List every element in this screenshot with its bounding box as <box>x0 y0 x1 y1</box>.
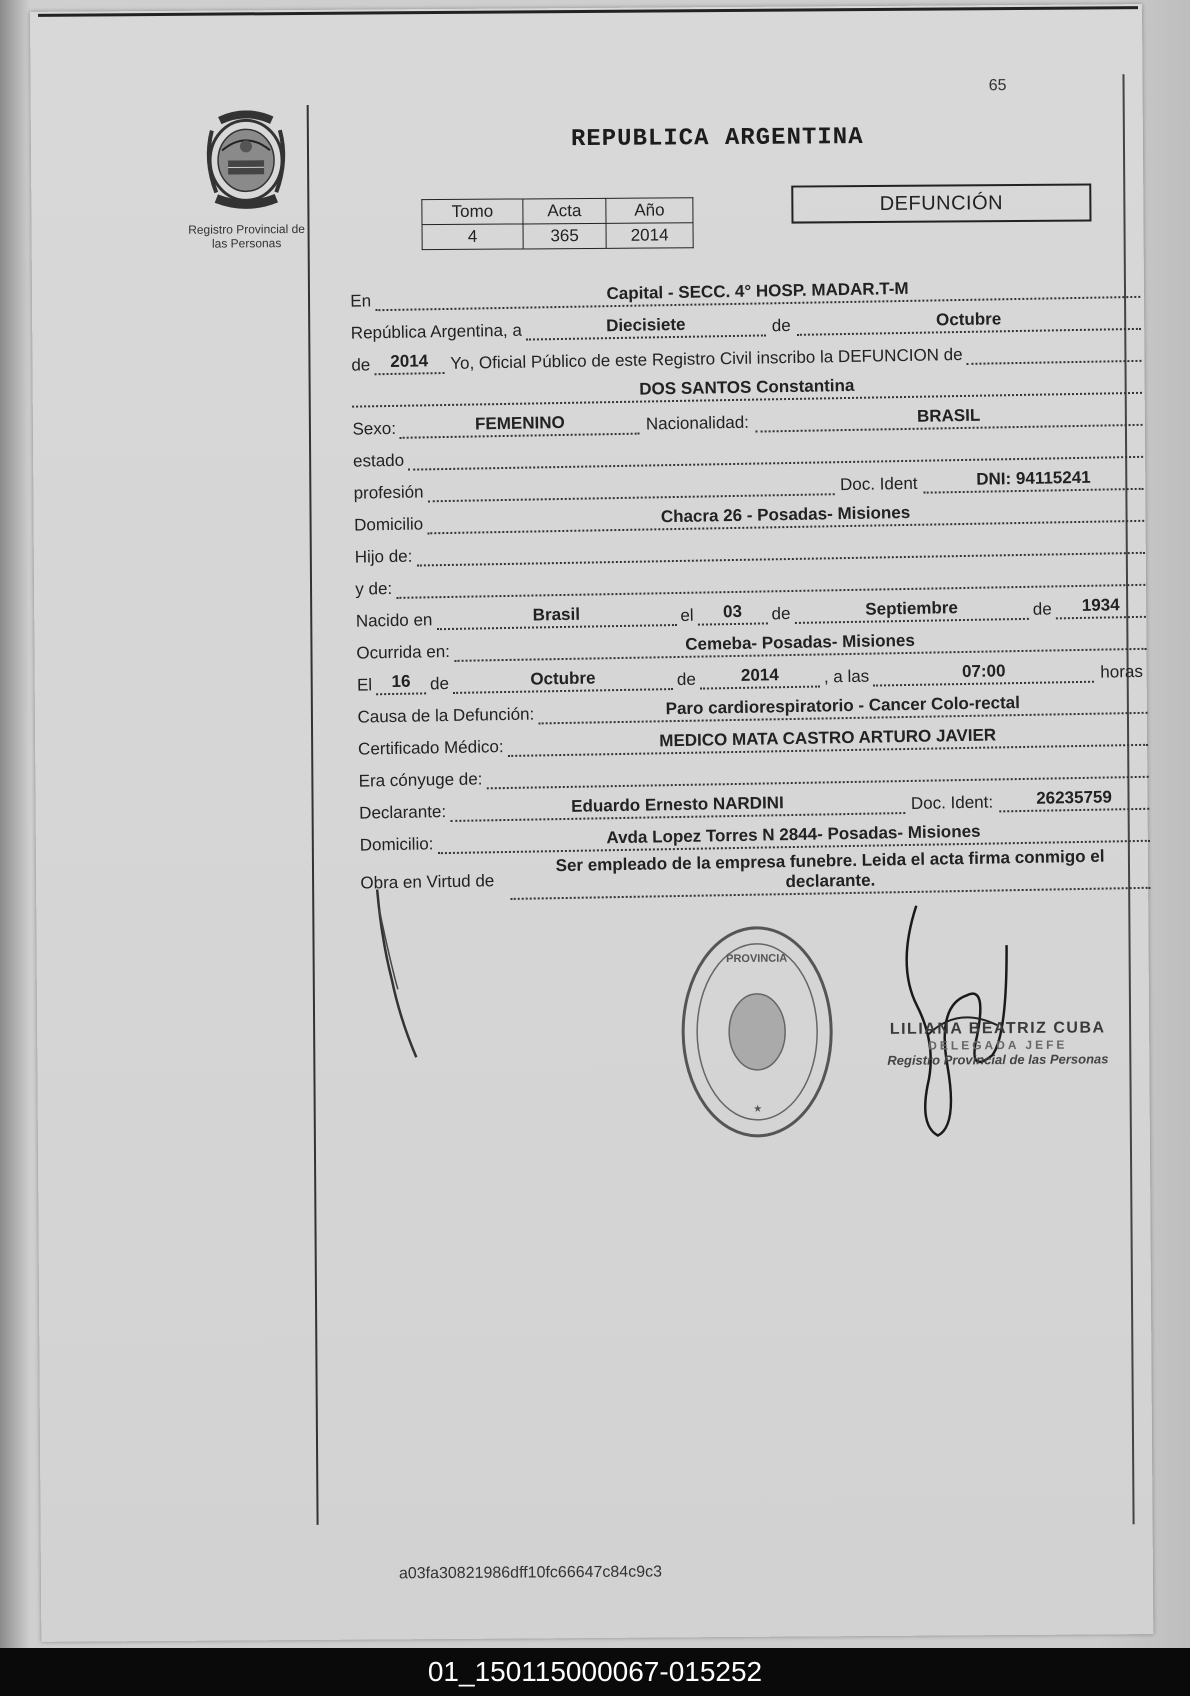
scan-footer-id: 01_150115000067-015252 <box>0 1648 1190 1696</box>
record-type-box: DEFUNCIÓN <box>791 183 1091 223</box>
profesion-label: profesión <box>353 482 424 503</box>
nacido-de2-label: de <box>1032 599 1052 619</box>
document-hash: a03fa30821986dff10fc66647c84c9c3 <box>398 1563 663 1583</box>
svg-text:★: ★ <box>753 1103 763 1115</box>
el2-label: El <box>356 675 373 695</box>
en-label: En <box>350 291 372 311</box>
anio-header: Año <box>606 198 693 224</box>
misiones-coat-of-arms-icon <box>198 110 295 213</box>
oficial-text: Yo, Oficial Público de este Registro Civil inscribo la DEFUNCION de <box>450 344 963 373</box>
reference-table <box>421 197 693 250</box>
tomo-header: Tomo <box>422 199 523 225</box>
nacido-anio: 1934 <box>1056 595 1146 620</box>
fallec-de-label: de <box>429 673 450 694</box>
nacido-mes: Septiembre <box>794 597 1029 624</box>
el-label: el <box>680 605 694 625</box>
causa-value: Paro cardiorespiratorio - Cancer Colo-rectal <box>538 691 1148 725</box>
certificado-label: Certificado Médico: <box>357 737 504 759</box>
anio-value: 2014 <box>606 223 693 249</box>
decl-domicilio-value: Avda Lopez Torres N 2844- Posadas- Misiones <box>437 819 1150 854</box>
day-text: Diecisiete <box>526 313 766 340</box>
en-value: Capital - SECC. 4° HOSP. MADAR.T-M <box>375 275 1140 311</box>
obra-label: Obra en Virtud de <box>360 871 495 893</box>
domicilio-value: Chacra 26 - Posadas- Misiones <box>427 499 1144 535</box>
reference-header-row <box>422 198 693 225</box>
year-value: 2014 <box>374 351 444 375</box>
ocurrida-label: Ocurrida en: <box>356 641 451 663</box>
deceased-name: DOS SANTOS Constantina <box>352 371 1142 408</box>
domicilio-label: Domicilio <box>354 514 424 535</box>
doc-label: Doc. Ident <box>839 473 918 495</box>
acta-header: Acta <box>523 198 606 224</box>
fallec-anio: 2014 <box>700 665 820 690</box>
registrar-signature-block <box>887 1019 1108 1068</box>
certificado-value: MEDICO MATA CASTRO ARTURO JAVIER <box>507 723 1148 757</box>
sexo-value: FEMENINO <box>400 412 640 439</box>
year-label: de <box>351 355 371 375</box>
handwritten-signature-icon <box>896 885 1038 1146</box>
yde-label: y de: <box>355 578 393 599</box>
doc-value: DNI: 94115241 <box>923 467 1143 494</box>
registrar-title: DELEGADA JEFE <box>928 1037 1068 1053</box>
hora-value: 07:00 <box>873 660 1095 687</box>
hijo-label: Hijo de: <box>354 546 413 567</box>
logo-caption-line-2: las Personas <box>211 236 282 251</box>
nacionalidad-value: BRASIL <box>755 403 1143 433</box>
fallec-mes: Octubre <box>453 667 673 694</box>
decl-doc-label: Doc. Ident: <box>910 792 994 813</box>
official-seal-icon <box>676 921 838 1142</box>
nacido-dia: 03 <box>697 601 767 625</box>
reference-value-row <box>422 223 693 250</box>
document-page <box>30 4 1153 1642</box>
nacido-label: Nacido en <box>355 610 433 631</box>
declarante-value: Eduardo Ernesto NARDINI <box>450 791 905 822</box>
acta-value: 365 <box>523 223 606 249</box>
conyuge-label: Era cónyuge de: <box>358 769 483 791</box>
month-text: Octubre <box>797 307 1141 336</box>
estado-label: estado <box>352 450 405 471</box>
nacionalidad-label: Nacionalidad: <box>645 412 750 434</box>
registrar-name: LILIANA BEATRIZ CUBA <box>889 1019 1106 1038</box>
nacido-de-label: de <box>771 604 791 624</box>
logo-caption-line-1: Registro Provincial de <box>188 221 305 237</box>
document-title: REPUBLICA ARGENTINA <box>570 124 864 154</box>
obra-value: Ser empleado de la empresa funebre. Leida el acta firma conmigo el declarante. <box>510 846 1151 900</box>
nacido-lugar: Brasil <box>436 603 676 630</box>
alas-label: , a las <box>823 666 870 687</box>
left-margin-line <box>307 105 319 1525</box>
ocurrida-value: Cemeba- Posadas- Misiones <box>454 627 1147 662</box>
declarante-label: Declarante: <box>359 802 447 823</box>
tomo-value: 4 <box>422 224 523 250</box>
registry-logo <box>166 110 327 251</box>
horas-label: horas <box>1100 661 1144 682</box>
republica-label: República Argentina, a <box>350 320 523 343</box>
causa-label: Causa de la Defunción: <box>357 704 535 727</box>
decl-domicilio-label: Domicilio: <box>359 834 434 855</box>
oficial-blank <box>966 341 1141 365</box>
death-record-form <box>350 266 1151 914</box>
registrar-registry: Registro Provincial de las Personas <box>887 1051 1109 1068</box>
margin-signature-stroke-icon <box>371 879 422 1059</box>
decl-doc-value: 26235759 <box>999 787 1149 813</box>
sexo-label: Sexo: <box>352 418 397 439</box>
fallec-dia: 16 <box>376 671 426 695</box>
svg-text:PROVINCIA: PROVINCIA <box>726 952 788 966</box>
de-label: de <box>771 315 791 336</box>
fallec-de2-label: de <box>676 669 697 690</box>
page-number: 65 <box>988 77 1007 95</box>
